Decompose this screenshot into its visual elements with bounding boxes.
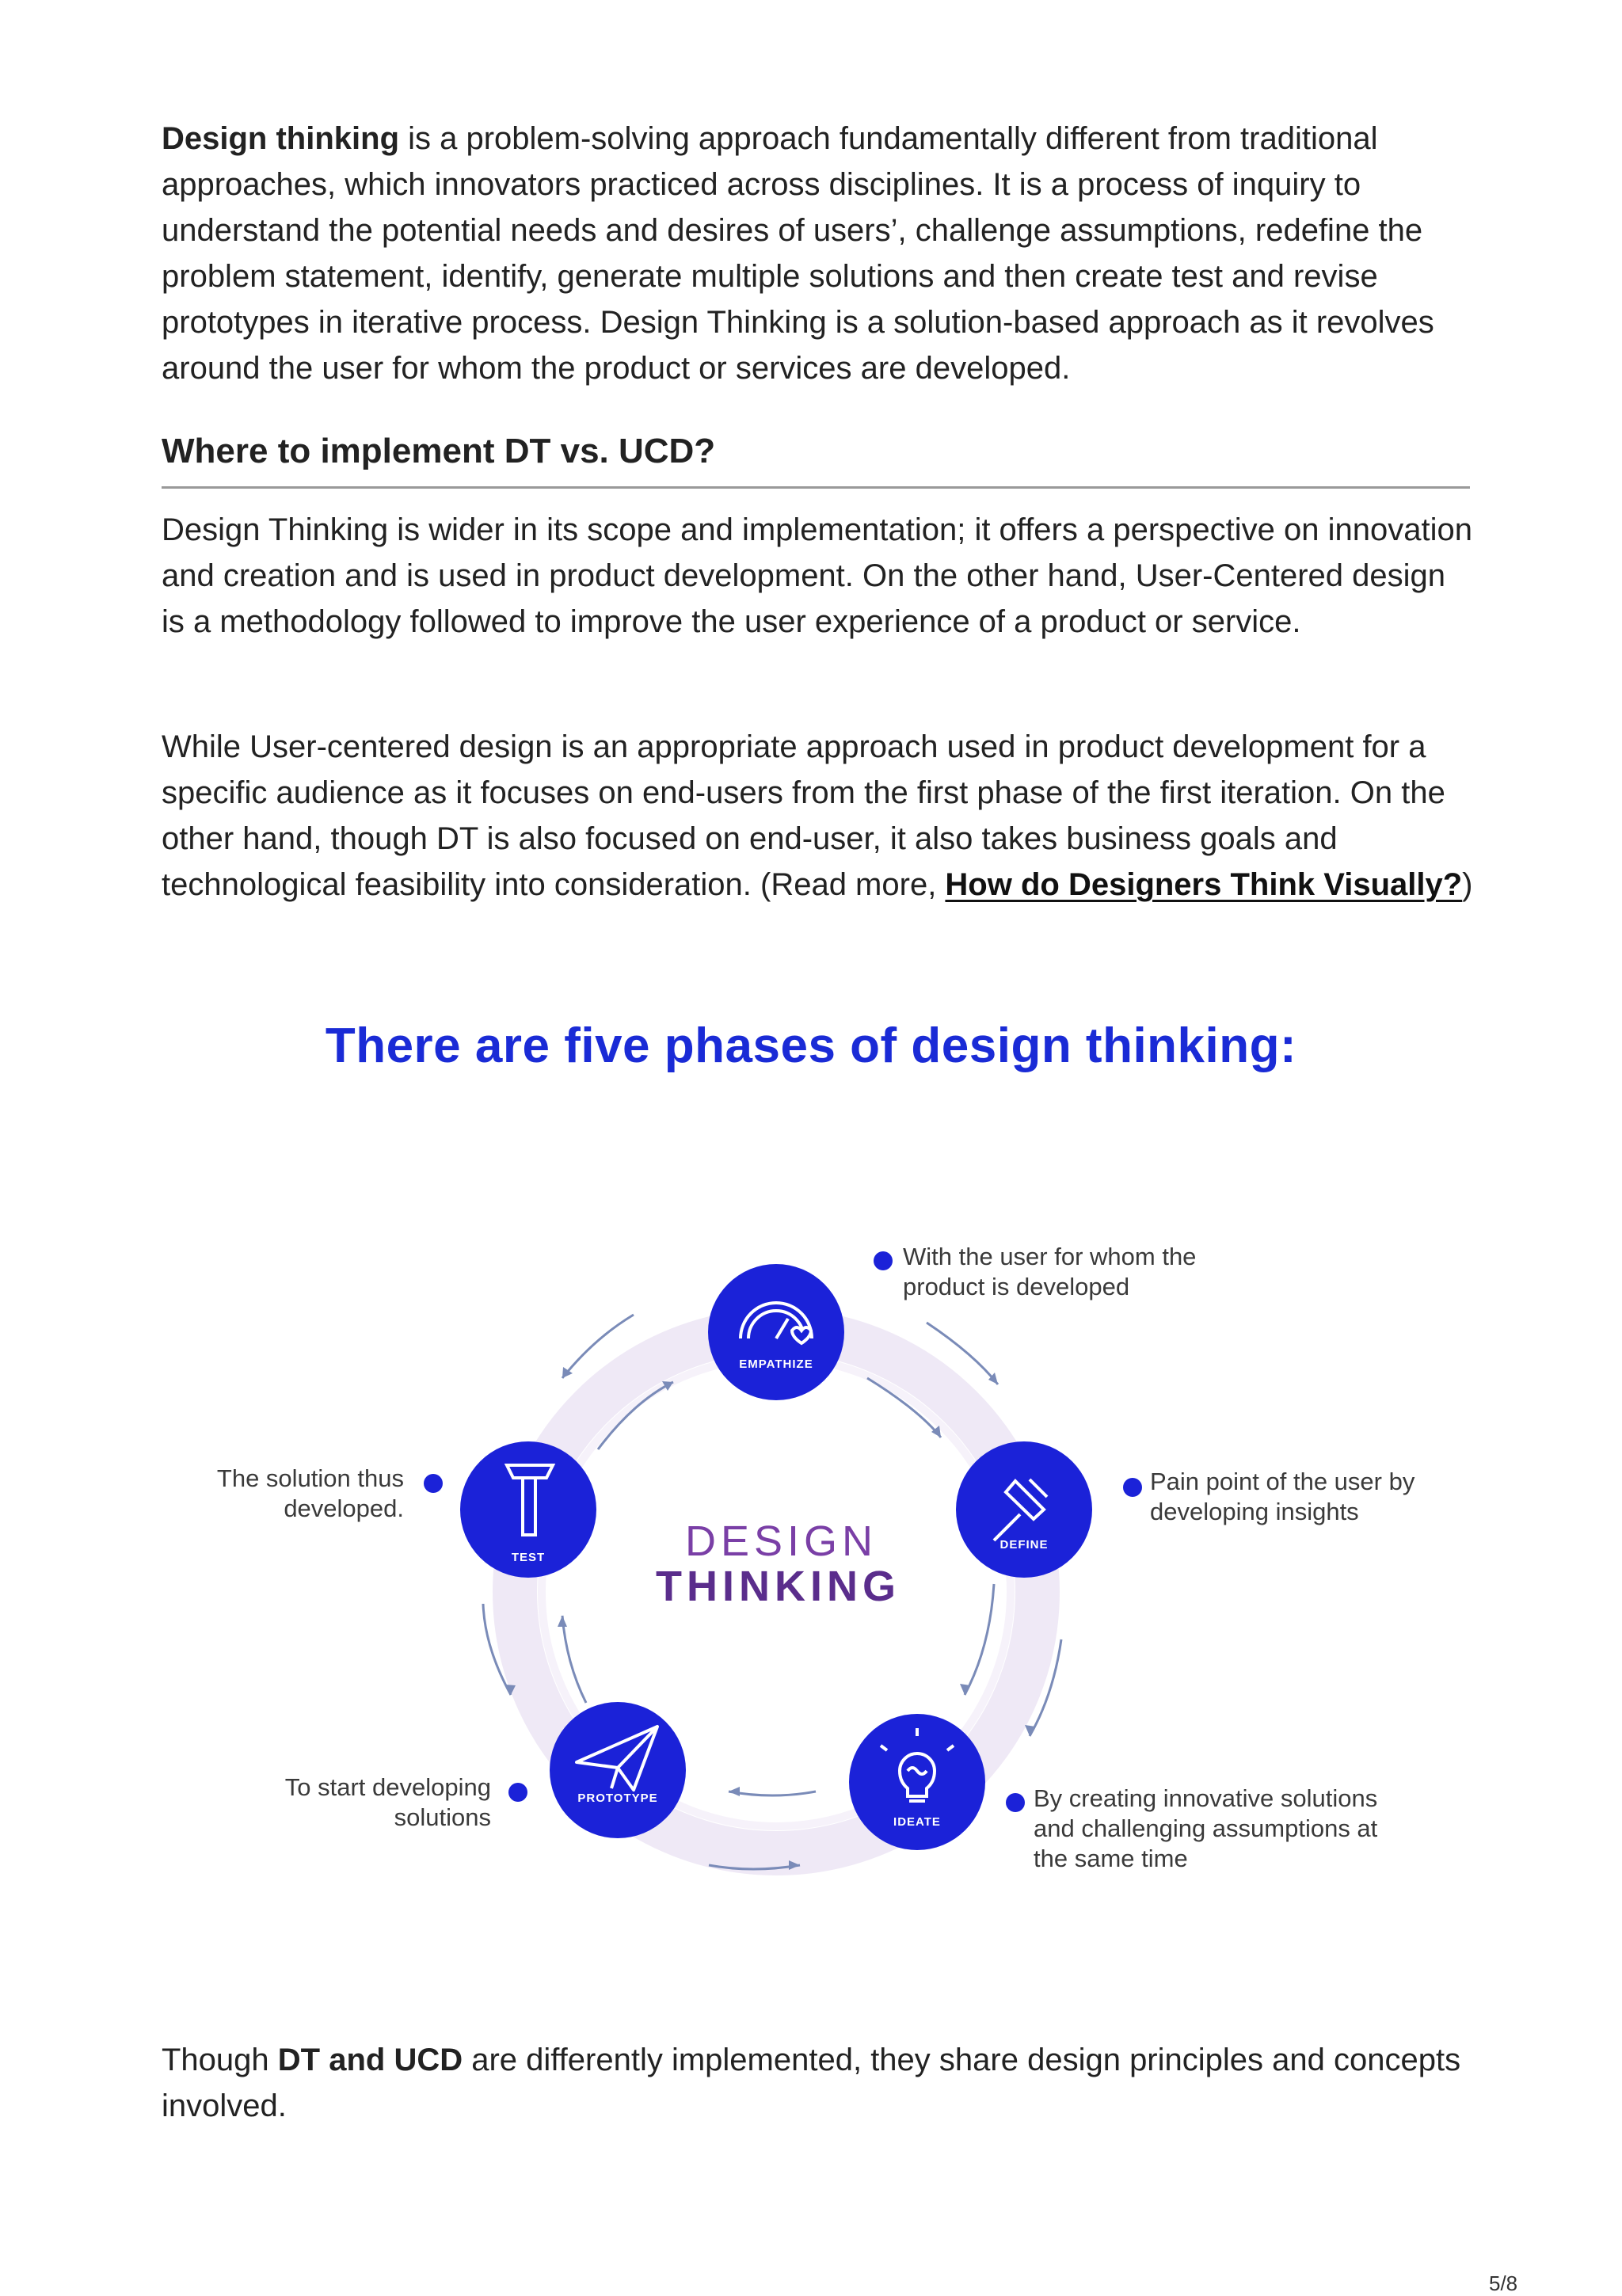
note-test — [174, 1464, 404, 1524]
closing-bold: DT and UCD — [277, 2043, 463, 2077]
note-dot — [1006, 1793, 1025, 1812]
arrow-define-ideate — [965, 1584, 994, 1695]
note-define — [1150, 1467, 1414, 1527]
section-paragraph-1: Design Thinking is wider in its scope and implementation; it offers a perspective on innovation and creation and is used in product development. On the other hand, User-Centered design is a methodology followed to improve the user experience of a product or service. — [162, 512, 1472, 639]
note-define-line1: Pain point of the user by — [1150, 1468, 1415, 1495]
section-heading: Where to implement DT vs. UCD? — [162, 432, 716, 470]
phase-prototype — [550, 1702, 686, 1838]
arrowhead — [729, 1787, 740, 1796]
phase-label-define: DEFINE — [999, 1538, 1049, 1552]
note-prototype-line1: To start developing — [284, 1773, 491, 1801]
phase-label-prototype: PROTOTYPE — [577, 1791, 658, 1805]
paragraph-2-close: ) — [1462, 867, 1473, 902]
note-define-line2: developing insights — [1150, 1498, 1359, 1525]
arrowhead — [558, 1616, 567, 1627]
phase-ideate — [849, 1714, 985, 1850]
paragraph-2-text: While User-centered design is an appropriate approach used in product development for a specific audience as it focuses on end-users from the first phase of the first iteration. On the other hand, though DT is also focused on end-user, it also takes business goals and technological feasibility into consideration. (Read more, — [162, 729, 1445, 902]
closing-pre: Though — [162, 2043, 278, 2077]
note-prototype-line2: solutions — [394, 1803, 491, 1831]
phase-label-ideate: IDEATE — [893, 1815, 941, 1829]
phase-empathize — [708, 1264, 844, 1400]
designers-think-link[interactable]: How do Designers Think Visually? — [945, 867, 1463, 902]
phase-label-test: TEST — [511, 1551, 546, 1564]
center-label-thinking: THINKING — [656, 1563, 900, 1610]
page-number: 5/8 — [1489, 2271, 1518, 2295]
note-test-line1: The solution thus — [216, 1464, 404, 1492]
note-empathize — [903, 1242, 1196, 1302]
note-ideate-line2: and challenging assumptions at — [1034, 1814, 1378, 1842]
note-dot — [874, 1251, 893, 1270]
intro-text: is a problem-solving approach fundamentally different from traditional approaches, which innovators practiced across disciplines. It is a process of inquiry to understand the potential needs and desires of users’, challenge assumptions, redefine the problem statement, identify, generate multiple solutions and then create test and revise prototypes in iterative process. Design Thinking is a solution-based approach as it revolves around the user for whom the product or services are developed. — [162, 121, 1434, 386]
note-prototype — [238, 1772, 491, 1833]
note-ideate — [1034, 1784, 1377, 1874]
note-dot — [508, 1783, 527, 1802]
phase-label-empathize: EMPATHIZE — [739, 1357, 813, 1371]
intro-lead-bold: Design thinking — [162, 121, 399, 156]
figure-title: There are five phases of design thinking: — [325, 1019, 1297, 1073]
note-dot — [424, 1474, 443, 1493]
note-ideate-line1: By creating innovative solutions — [1034, 1784, 1378, 1812]
closing-post: are differently implemented, they share design principles and concepts involved. — [162, 2043, 1461, 2123]
note-ideate-line3: the same time — [1034, 1845, 1188, 1872]
note-empathize-line2: product is developed — [903, 1273, 1130, 1300]
note-dot — [1123, 1478, 1142, 1497]
note-empathize-line1: With the user for whom the — [903, 1243, 1197, 1270]
center-label-design: DESIGN — [685, 1517, 878, 1565]
note-test-line2: developed. — [284, 1494, 404, 1522]
phase-define — [956, 1441, 1092, 1578]
arrow-ideate-prototype — [729, 1791, 816, 1795]
